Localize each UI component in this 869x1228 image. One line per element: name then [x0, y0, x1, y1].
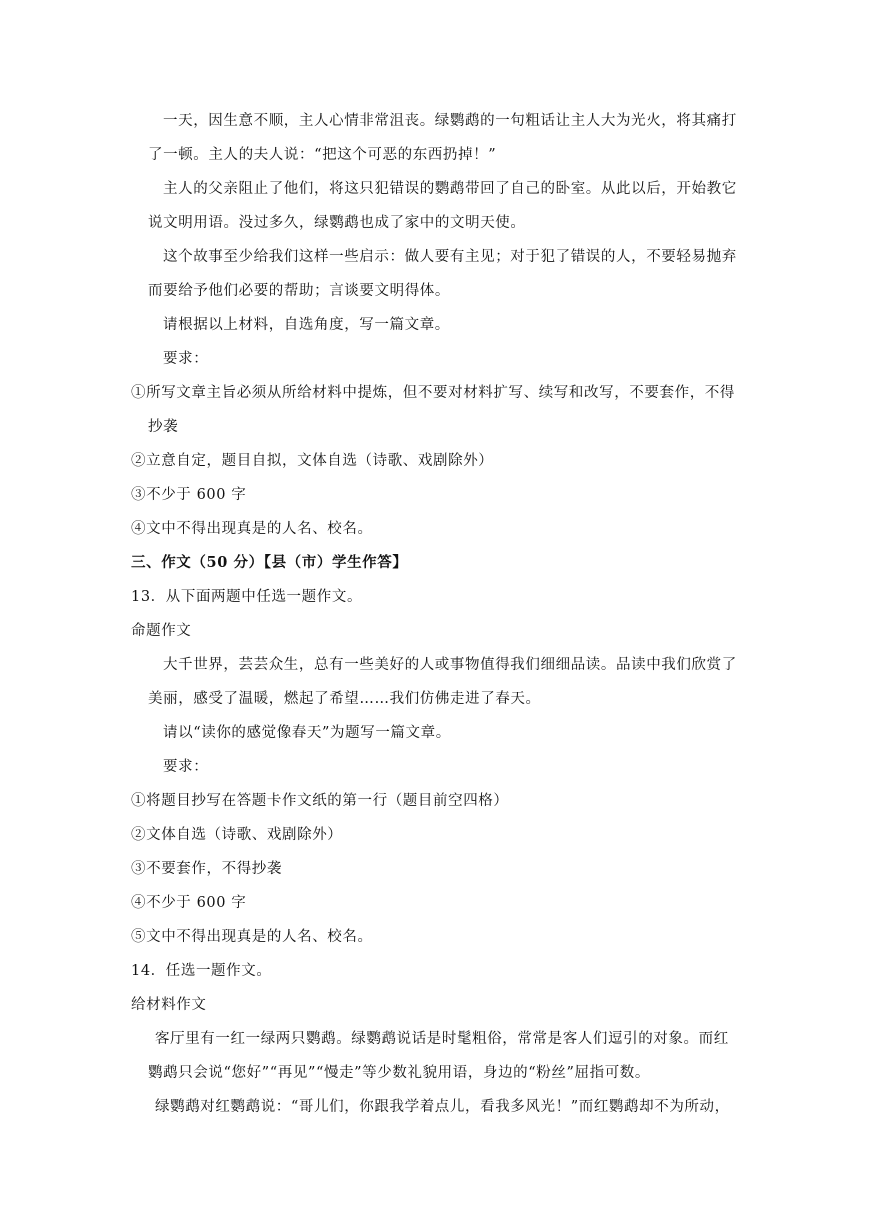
requirement-item: ①将题目抄写在答题卡作文纸的第一行（题目前空四格） — [131, 793, 509, 809]
requirement-item: ④文中不得出现真是的人名、校名。 — [131, 521, 373, 537]
paragraph-line: 这个故事至少给我们这样一些启示：做人要有主见；对于犯了错误的人，不要轻易抛弃 — [163, 249, 737, 265]
requirement-item: ④不少于 600 字 — [131, 895, 247, 911]
subsection-title: 给材料作文 — [131, 997, 207, 1013]
requirement-item: ②文体自选（诗歌、戏剧除外） — [131, 827, 343, 843]
paragraph-line: 鹦鹉只会说“您好”“再见”“慢走”等少数礼貌用语，身边的“粉丝”屈指可数。 — [148, 1065, 650, 1081]
instruction-line: 请以“读你的感觉像春天”为题写一篇文章。 — [163, 725, 451, 741]
requirement-item: ②立意自定，题目自拟，文体自选（诗歌、戏剧除外） — [131, 453, 494, 469]
paragraph-line: 而要给予他们必要的帮助；言谈要文明得体。 — [148, 283, 450, 299]
paragraph-line: 大千世界，芸芸众生，总有一些美好的人或事物值得我们细细品读。品读中我们欣赏了 — [163, 657, 737, 673]
instruction-line: 请根据以上材料，自选角度，写一篇文章。 — [163, 317, 450, 333]
paragraph-line: 客厅里有一红一绿两只鹦鹉。绿鹦鹉说话是时髦粗俗，常常是客人们逗引的对象。而红 — [155, 1031, 729, 1047]
subsection-title: 命题作文 — [131, 623, 192, 639]
paragraph-line: 美丽，感受了温暖，燃起了希望……我们仿佛走进了春天。 — [148, 691, 541, 707]
paragraph-line: 了一顿。主人的夫人说：“把这个可恶的东西扔掉！” — [148, 147, 497, 163]
question-14: 14．任选一题作文。 — [131, 963, 272, 979]
paragraph-line: 绿鹦鹉对红鹦鹉说：“哥儿们，你跟我学着点儿，看我多风光！”而红鹦鹉却不为所动， — [155, 1099, 730, 1115]
requirement-item: ③不要套作，不得抄袭 — [131, 861, 282, 877]
requirement-item-continued: 抄袭 — [148, 419, 179, 435]
requirement-item: ⑤文中不得出现真是的人名、校名。 — [131, 929, 373, 945]
paragraph-line: 主人的父亲阻止了他们，将这只犯错误的鹦鹉带回了自己的卧室。从此以后，开始教它 — [163, 181, 737, 197]
paragraph-line: 一天，因生意不顺，主人心情非常沮丧。绿鹦鹉的一句粗话让主人大为光火，将其痛打 — [163, 113, 737, 129]
requirements-label: 要求： — [163, 351, 209, 367]
question-13: 13．从下面两题中任选一题作文。 — [131, 589, 363, 605]
requirement-item: ①所写文章主旨必须从所给材料中提炼，但不要对材料扩写、续写和改写，不要套作，不得 — [131, 385, 735, 401]
paragraph-line: 说文明用语。没过多久，绿鹦鹉也成了家中的文明天使。 — [148, 215, 526, 231]
requirement-item: ③不少于 600 字 — [131, 487, 247, 503]
requirements-label: 要求： — [163, 759, 209, 775]
section-heading: 三、作文（50 分）【县（市）学生作答】 — [131, 554, 408, 571]
